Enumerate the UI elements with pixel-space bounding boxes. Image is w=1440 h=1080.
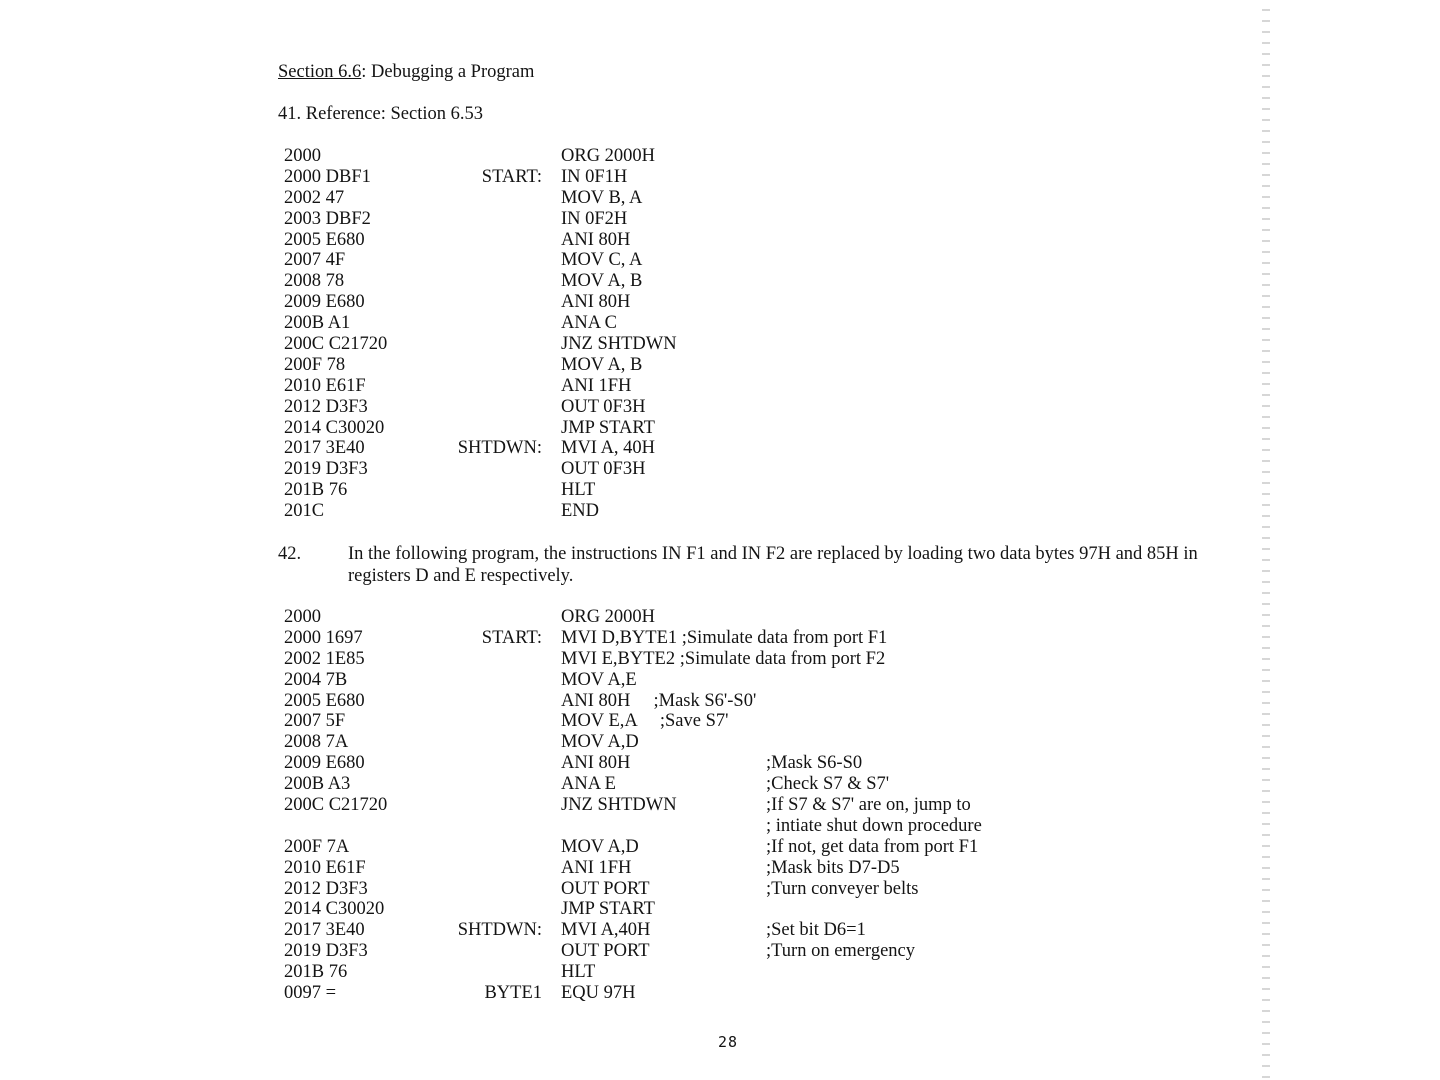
listing-row (284, 480, 1184, 501)
listing-row (284, 418, 1184, 439)
page-number: 28 (718, 1033, 739, 1051)
instruction: MOV A, B (561, 354, 643, 375)
instruction: MVI E,BYTE2 ;Simulate data from port F2 (561, 648, 886, 669)
listing-row (284, 167, 1184, 188)
listing-row (284, 899, 1184, 920)
comment: ;Mask S6-S0 (766, 753, 863, 774)
listing-row (284, 188, 1184, 209)
listing-row (284, 146, 1184, 167)
scan-edge-shadow (1262, 0, 1270, 1080)
instruction: JMP START (561, 417, 655, 438)
address-code: 200C C21720 (284, 795, 388, 816)
address-code: 2002 1E85 (284, 648, 365, 669)
listing-row (284, 501, 1184, 522)
listing-row (284, 250, 1184, 271)
instruction: IN 0F1H (561, 166, 628, 187)
listing-row (284, 459, 1184, 480)
listing-row (284, 837, 1184, 858)
listing-row (284, 438, 1184, 459)
address-code: 2005 E680 (284, 229, 365, 250)
address-code: 2007 5F (284, 711, 346, 732)
instruction: HLT (561, 480, 596, 501)
listing-row (284, 313, 1184, 334)
instruction: MVI A,40H (561, 920, 651, 941)
address-code: 2014 C30020 (284, 899, 385, 920)
listing-row (284, 858, 1184, 879)
listing-row (284, 962, 1184, 983)
instruction: ORG 2000H (561, 146, 656, 166)
instruction: JNZ SHTDWN (561, 334, 677, 355)
address-code: 2000 DBF1 (284, 166, 371, 187)
listing-row (284, 649, 1184, 670)
address-code: 2005 E680 (284, 690, 365, 711)
address-code: 200C C21720 (284, 334, 388, 355)
instruction: OUT 0F3H (561, 396, 646, 417)
address-code: 2003 DBF2 (284, 208, 371, 229)
address-code: 2019 D3F3 (284, 459, 368, 480)
address-code: 2017 3E40 (284, 920, 365, 941)
comment: ;Turn on emergency (766, 941, 916, 962)
listing-row (284, 732, 1184, 753)
section-link: Section 6.6 (278, 62, 362, 82)
instruction: ANA E (561, 774, 616, 795)
instruction: MOV A,D (561, 732, 639, 753)
address-code: 2014 C30020 (284, 417, 385, 438)
instruction: MOV A,D (561, 836, 639, 857)
address-code: 2002 47 (284, 187, 345, 208)
comment: ;Set bit D6=1 (766, 920, 866, 941)
listing-row (284, 816, 1184, 837)
instruction: MVI D,BYTE1 ;Simulate data from port F1 (561, 627, 888, 648)
address-code: 2012 D3F3 (284, 878, 368, 899)
address-code: 2004 7B (284, 669, 348, 690)
label: SHTDWN: (457, 438, 542, 459)
listing-row (284, 628, 1184, 649)
address-code: 200F 78 (284, 354, 346, 375)
comment: ;Turn conveyer belts (766, 878, 919, 899)
listing-row (284, 209, 1184, 230)
instruction: ANI 80H (561, 753, 631, 774)
instruction: ANI 80H (561, 292, 631, 313)
address-code: 2010 E61F (284, 375, 366, 396)
address-code: 2009 E680 (284, 292, 365, 313)
listing-row (284, 670, 1184, 691)
address-code: 2000 (284, 146, 321, 166)
instruction: JNZ SHTDWN (561, 795, 677, 816)
listing-row (284, 691, 1184, 712)
listing-row (284, 271, 1184, 292)
address-code: 2000 (284, 607, 321, 627)
listing-row (284, 795, 1184, 816)
address-code: 200F 7A (284, 836, 350, 857)
address-code: 2007 4F (284, 250, 346, 271)
comment: ;If not, get data from port F1 (766, 836, 979, 857)
instruction: MOV B, A (561, 187, 643, 208)
address-code: 201B 76 (284, 480, 348, 501)
instruction: MOV C, A (561, 250, 643, 271)
listing-row (284, 230, 1184, 251)
address-code: 2012 D3F3 (284, 396, 368, 417)
instruction: END (561, 501, 600, 522)
listing-row (284, 607, 1184, 628)
listing-row (284, 941, 1184, 962)
label: START: (481, 627, 542, 648)
instruction: ORG 2000H (561, 607, 656, 627)
comment: ; intiate shut down procedure (766, 815, 982, 836)
label: START: (481, 166, 542, 187)
listing-row (284, 983, 1184, 1004)
listing-row (284, 711, 1184, 732)
question-text: In the following program, the instructions IN F1 and IN F2 are replaced by loading two data bytes 97H and 85H in registers D and E respectively. (348, 544, 1198, 586)
address-code: 201B 76 (284, 962, 348, 983)
address-code: 200B A1 (284, 313, 351, 334)
listing-row (284, 397, 1184, 418)
label: SHTDWN: (457, 920, 542, 941)
address-code: 2000 1697 (284, 627, 363, 648)
comment: ;If S7 & S7' are on, jump to (766, 795, 971, 816)
instruction: HLT (561, 962, 596, 983)
instruction: ANI 80H (561, 229, 631, 250)
comment: ;Mask bits D7-D5 (766, 857, 900, 878)
program-listing-42 (284, 607, 1184, 1004)
section-heading (278, 62, 534, 83)
instruction: MVI A, 40H (561, 438, 656, 459)
instruction: ANA C (561, 313, 618, 334)
address-code: 200B A3 (284, 774, 351, 795)
instruction: EQU 97H (561, 983, 636, 1004)
program-listing-41 (284, 146, 1184, 522)
comment: ;Check S7 & S7' (766, 774, 890, 795)
address-code: 2017 3E40 (284, 438, 365, 459)
listing-row (284, 920, 1184, 941)
instruction: JMP START (561, 899, 655, 920)
instruction: OUT 0F3H (561, 459, 646, 480)
listing-row (284, 355, 1184, 376)
instruction: ANI 1FH (561, 857, 632, 878)
address-code: 2009 E680 (284, 753, 365, 774)
reference-line: 41. Reference: Section 6.53 (278, 104, 483, 124)
address-code: 2019 D3F3 (284, 941, 368, 962)
instruction: MOV E,A ;Save S7' (561, 711, 729, 732)
address-code: 2008 78 (284, 271, 345, 292)
listing-row (284, 292, 1184, 313)
address-code: 0097 = (284, 983, 337, 1004)
section-title: : Debugging a Program (361, 62, 535, 82)
instruction: OUT PORT (561, 878, 650, 899)
listing-row (284, 879, 1184, 900)
question-number: 42. (278, 544, 302, 564)
address-code: 2010 E61F (284, 857, 366, 878)
instruction: ANI 80H ;Mask S6'-S0' (561, 690, 757, 711)
label: BYTE1 (484, 983, 542, 1004)
listing-row (284, 334, 1184, 355)
instruction: OUT PORT (561, 941, 650, 962)
address-code: 201C (284, 501, 325, 522)
instruction: MOV A,E (561, 669, 637, 690)
listing-row (284, 774, 1184, 795)
instruction: IN 0F2H (561, 208, 628, 229)
listing-row (284, 376, 1184, 397)
instruction: ANI 1FH (561, 375, 632, 396)
listing-row (284, 753, 1184, 774)
address-code: 2008 7A (284, 732, 349, 753)
instruction: MOV A, B (561, 271, 643, 292)
